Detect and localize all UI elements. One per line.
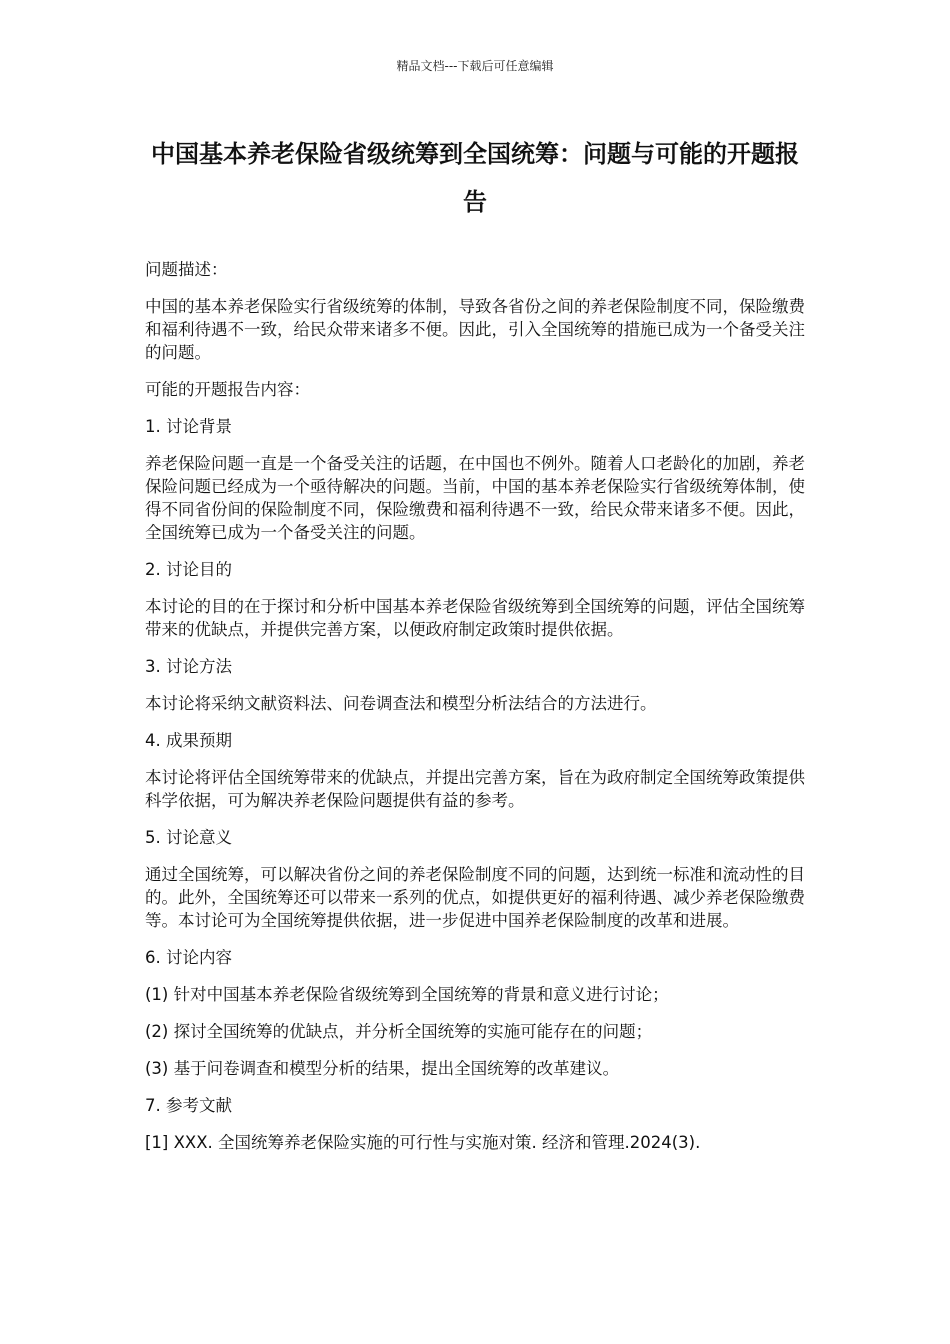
list-item-content-2: (2) 探讨全国统筹的优缺点，并分析全国统筹的实施可能存在的问题； [145, 1022, 653, 1041]
section-heading-content: 6. 讨论内容 [145, 948, 232, 967]
document-body [145, 258, 805, 1168]
section-heading-significance: 5. 讨论意义 [145, 828, 232, 847]
label-report-content: 可能的开题报告内容： [145, 380, 310, 399]
paragraph-expected-results: 本讨论将评估全国统筹带来的优缺点，并提出完善方案，旨在为政府制定全国统筹政策提供科学依据，可为解决养老保险问题提供有益的参考。 [145, 768, 805, 810]
section-heading-background: 1. 讨论背景 [145, 417, 232, 436]
list-item-content-1: (1) 针对中国基本养老保险省级统筹到全国统筹的背景和意义进行讨论； [145, 985, 669, 1004]
reference-item-1: [1] XXX. 全国统筹养老保险实施的可行性与实施对策. 经济和管理.2024(3). [145, 1133, 701, 1152]
section-heading-method: 3. 讨论方法 [145, 657, 232, 676]
list-item-content-3: (3) 基于问卷调查和模型分析的结果，提出全国统筹的改革建议。 [145, 1059, 620, 1078]
document-title: 中国基本养老保险省级统筹到全国统筹：问题与可能的开题报告 [151, 140, 799, 216]
section-heading-expected-results: 4. 成果预期 [145, 731, 232, 750]
paragraph-purpose: 本讨论的目的在于探讨和分析中国基本养老保险省级统筹到全国统筹的问题，评估全国统筹带来的优缺点，并提供完善方案，以便政府制定政策时提供依据。 [145, 597, 805, 639]
header-note: 精品文档---下载后可任意编辑 [396, 59, 554, 73]
section-heading-purpose: 2. 讨论目的 [145, 560, 232, 579]
paragraph-problem-description: 中国的基本养老保险实行省级统筹的体制，导致各省份之间的养老保险制度不同，保险缴费和福利待遇不一致，给民众带来诸多不便。因此，引入全国统筹的措施已成为一个备受关注的问题。 [145, 297, 805, 362]
label-problem-description: 问题描述： [145, 260, 228, 279]
section-heading-references: 7. 参考文献 [145, 1096, 232, 1115]
paragraph-method: 本讨论将采纳文献资料法、问卷调查法和模型分析法结合的方法进行。 [145, 694, 657, 713]
paragraph-background: 养老保险问题一直是一个备受关注的话题，在中国也不例外。随着人口老龄化的加剧，养老保险问题已经成为一个亟待解决的问题。当前，中国的基本养老保险实行省级统筹体制，使得不同省份间的保险制度不同，保险缴费和福利待遇不一致，给民众带来诸多不便。因此，全国统筹已成为一个备受关注的问题。 [145, 454, 805, 542]
paragraph-significance: 通过全国统筹，可以解决省份之间的养老保险制度不同的问题，达到统一标准和流动性的目的。此外，全国统筹还可以带来一系列的优点，如提供更好的福利待遇、减少养老保险缴费等。本讨论可为全国统筹提供依据，进一步促进中国养老保险制度的改革和进展。 [145, 865, 805, 930]
